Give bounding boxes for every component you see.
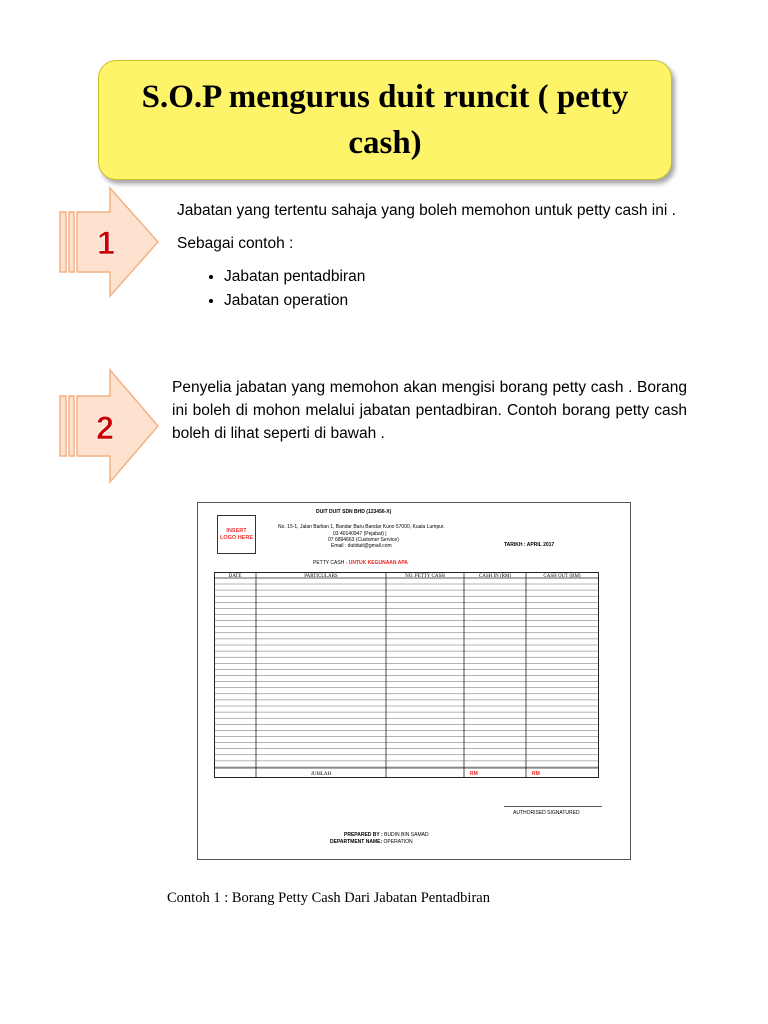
step-1-arrow-icon: [58, 186, 162, 298]
column-header-petty-cash-no: NO. PETTY CASH: [405, 574, 445, 579]
list-item: • Jabatan pentadbiran: [224, 265, 687, 289]
title-banner: [98, 60, 672, 180]
cash-out-total-label: RM: [532, 771, 540, 777]
department-name: DEPARTMENT NAME: OPERATION: [330, 839, 413, 845]
form-email: Email : duitduit@gmail.com: [331, 543, 392, 549]
form-petty-cash-heading: PETTY CASH - UNTUK KEGUNAAN APA: [313, 560, 408, 566]
column-header-date: DATE: [228, 574, 242, 579]
cash-in-total-label: RM: [470, 771, 478, 777]
step-2-content: Penyelia jabatan yang memohon akan mengisi borang petty cash . Borang ini boleh di mohon melalui jabatan pentadbiran. Contoh borang petty cash boleh di lihat seperti di bawah .: [172, 379, 687, 442]
form-date: TARIKH : APRIL 2017: [504, 542, 555, 548]
total-label: JUMLAH: [310, 772, 332, 777]
column-header-cash-out: CASH OUT (RM): [543, 574, 581, 579]
step-1-number: 1: [97, 225, 115, 261]
signature-label: AUTHORISED SIGNATURED: [513, 810, 580, 816]
form-company-name: DUIT DUIT SDN BHD (123456-X): [316, 509, 392, 515]
petty-cash-table: [214, 572, 599, 778]
prepared-by: PREPARED BY : BUDIN BIN SAMAD: [344, 832, 429, 838]
petty-cash-form-image: [197, 502, 631, 860]
logo-placeholder: INSERT LOGO HERE: [217, 515, 256, 554]
list-item: • Jabatan operation: [224, 289, 687, 313]
figure-caption: Contoh 1 : Borang Petty Cash Dari Jabatan Pentadbiran: [167, 890, 490, 906]
step-2-number: 2: [96, 410, 114, 446]
form-address: No. 15-1, Jalan Barlian 1, Bandar Baru Bandar Kuno 57000, Kuala Lumpur.: [278, 524, 445, 530]
signature-line: [504, 806, 602, 807]
step-1-content: [177, 199, 687, 313]
form-phone: 03 40140947 (Pejabat) |: [333, 531, 387, 537]
page-title: S.O.P mengurus duit runcit ( petty cash): [141, 79, 629, 161]
column-header-particulars: PARTICULARS: [304, 574, 338, 579]
form-fax: 07 6894663 (Customer Service): [328, 537, 399, 543]
step-1-intro: Jabatan yang tertentu sahaja yang boleh memohon untuk petty cash ini .: [177, 202, 676, 219]
step-2-arrow-icon: [58, 368, 162, 484]
step-1-list: [177, 265, 687, 313]
step-1-example-label: Sebagai contoh :: [177, 235, 294, 252]
column-header-cash-in: CASH IN (RM): [478, 574, 512, 579]
